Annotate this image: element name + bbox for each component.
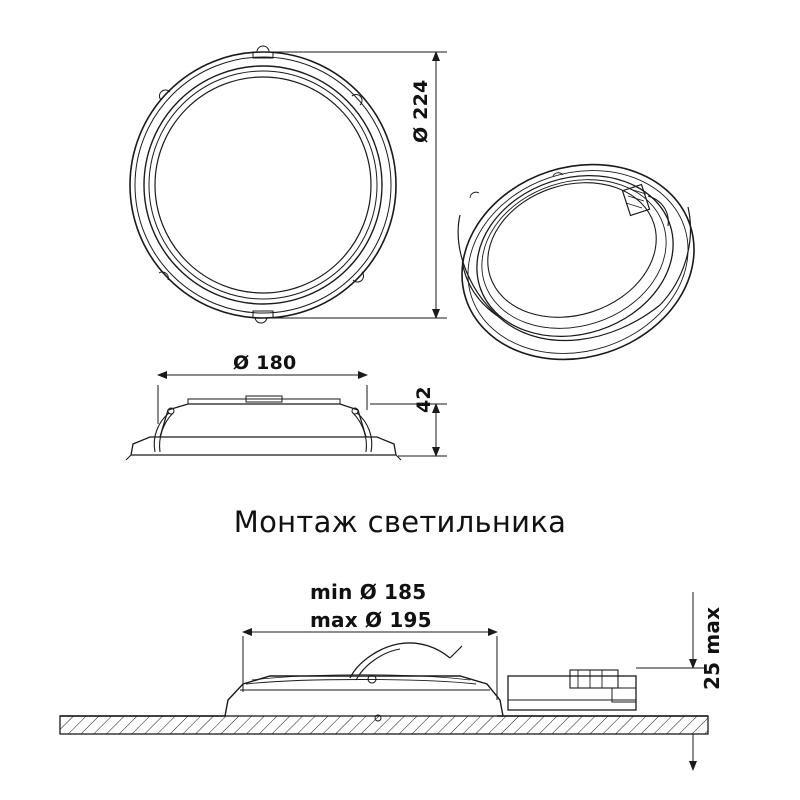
front-view-group — [130, 46, 396, 323]
isometric-view-group — [436, 135, 719, 389]
dimension-label-cutout-max: max Ø 195 — [310, 608, 432, 632]
mount-section-view-group — [60, 643, 708, 734]
dimension-label-depth-max: 25 max — [700, 606, 724, 690]
side-section-view-group — [126, 396, 401, 460]
dimension-label-inner-diameter: Ø 180 — [233, 352, 297, 374]
dimension-label-outer-diameter: Ø 224 — [410, 79, 432, 143]
dimension-label-height: 42 — [413, 386, 435, 413]
dimension-height — [370, 404, 447, 456]
mount-section-title: Монтаж светильника — [233, 505, 567, 539]
dimension-depth-max — [636, 592, 706, 770]
dimension-label-cutout-min: min Ø 185 — [310, 580, 427, 604]
